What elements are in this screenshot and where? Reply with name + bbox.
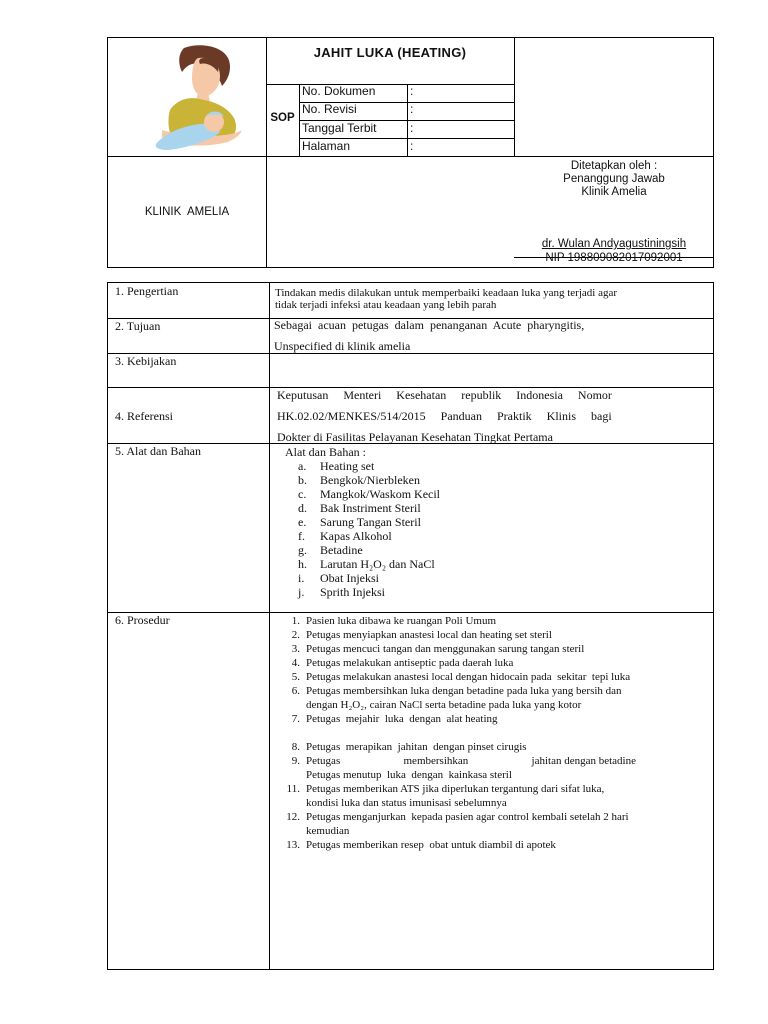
prosedur-step-number: 5. — [291, 671, 300, 683]
prosedur-step-number: 7. — [291, 713, 300, 725]
pengertian-line1: Tindakan medis dilakukan untuk memperbaiki keadaan luka yang terjadi agar — [275, 287, 618, 299]
prosedur-step-number: 12. — [286, 811, 300, 823]
mother-nursing-baby-icon — [148, 44, 248, 152]
referensi-line2: HK.02.02/MENKES/514/2015 Panduan Praktik Klinis bagi — [277, 409, 612, 423]
meta-sep-tanggal-terbit: : — [410, 121, 414, 135]
alat-item-text: Betadine — [320, 543, 363, 557]
referensi-line1: Keputusan Menteri Kesehatan republik Indonesia Nomor — [277, 388, 612, 402]
meta-label-no-revisi: No. Revisi — [302, 102, 357, 116]
tujuan-line2: Unspecified di klinik amelia — [274, 339, 411, 353]
alat-item-text: Bak Instriment Steril — [320, 501, 421, 515]
prosedur-step-number: 8. — [291, 741, 300, 753]
row-label-kebijakan: 3. Kebijakan — [115, 354, 177, 368]
prosedur-step-number: 1. — [291, 615, 300, 627]
alat-item-marker: b. — [298, 473, 307, 487]
referensi-line3: Dokter di Fasilitas Pelayanan Kesehatan Tingkat Pertama — [277, 430, 553, 444]
row-label-prosedur: 6. Prosedur — [115, 613, 170, 627]
alat-item-text: Mangkok/Waskom Kecil — [320, 487, 441, 501]
pengertian-line2: tidak terjadi infeksi atau keadaan yang lebih parah — [275, 299, 497, 311]
alat-item — [298, 459, 374, 473]
prosedur-step-text — [306, 754, 636, 768]
meta-label-tanggal-terbit: Tanggal Terbit — [302, 121, 377, 135]
document-title: JAHIT LUKA (HEATING) — [313, 45, 467, 60]
prosedur-step-number: 4. — [291, 657, 300, 669]
prosedur-step-number: 11. — [286, 783, 300, 795]
prosedur-step-number: 6. — [291, 685, 300, 697]
clinic-name: KLINIK AMELIA — [144, 206, 230, 218]
sop-content-table — [107, 282, 714, 970]
row-label-referensi: 4. Referensi — [115, 409, 173, 423]
alat-item-text: Kapas Alkohol — [320, 529, 392, 543]
alat-item-text: Sarung Tangan Steril — [320, 515, 421, 529]
alat-item-text: Bengkok/Nierbleken — [320, 473, 420, 487]
prosedur-step-text: Petugas merapikan jahitan dengan pinset cirugis — [306, 741, 527, 753]
alat-item-marker: e. — [298, 515, 307, 529]
alat-item — [298, 543, 363, 557]
tujuan-line1: Sebagai acuan petugas dalam penanganan Acute pharyngitis, — [274, 318, 585, 332]
alat-item — [298, 529, 392, 543]
alat-item — [298, 571, 379, 585]
meta-sep-no-revisi: : — [410, 102, 414, 116]
approval-nip: NIP 198809082017092001 — [545, 252, 683, 264]
prosedur-step-text: Petugas memberikan ATS jika diperlukan tergantung dari sifat luka, — [306, 783, 605, 795]
meta-sep-no-dokumen: : — [410, 84, 414, 98]
prosedur-step-text: Petugas menyiapkan anastesi local dan heating set steril — [306, 629, 552, 641]
approval-line3: Klinik Amelia — [581, 186, 647, 198]
approval-signer: dr. Wulan Andyagustiningsih — [541, 238, 687, 250]
prosedur-step-word: Petugas — [306, 755, 341, 767]
prosedur-step-text: Petugas melakukan anastesi local dengan hidocain pada sekitar tepi luka — [306, 671, 631, 683]
prosedur-step-number: 2. — [291, 629, 300, 641]
meta-label-no-dokumen: No. Dokumen — [302, 84, 376, 98]
prosedur-step-number: 3. — [291, 643, 300, 655]
alat-item-marker: f. — [298, 529, 305, 543]
row-label-tujuan: 2. Tujuan — [115, 319, 161, 333]
alat-item-text: Heating set — [320, 459, 375, 473]
approval-line1: Ditetapkan oleh : — [570, 160, 658, 172]
prosedur-step-continuation: kemudian — [306, 825, 350, 837]
row-label-alat: 5. Alat dan Bahan — [115, 444, 201, 458]
approval-block — [514, 160, 714, 199]
alat-item — [298, 515, 421, 529]
sop-label: SOP — [270, 112, 295, 124]
prosedur-step-word: jahitan dengan betadine — [531, 755, 636, 767]
prosedur-step-text: Petugas mejahir luka dengan alat heating — [306, 713, 498, 725]
meta-label-halaman: Halaman — [302, 139, 351, 153]
prosedur-step-word: membersihkan — [403, 755, 469, 767]
alat-item-marker: i. — [298, 571, 305, 585]
alat-item — [298, 487, 440, 501]
meta-sep-halaman: : — [410, 139, 414, 153]
prosedur-step-number: 13. — [286, 839, 300, 851]
prosedur-step-continuation: dengan H₂O₂, cairan NaCl serta betadine pada luka yang kotor — [306, 699, 582, 711]
alat-item-text: Larutan H₂O₂ dan NaCl — [320, 557, 435, 571]
prosedur-step-text: Petugas memberikan resep obat untuk diambil di apotek — [306, 839, 556, 851]
prosedur-step-text: Petugas mencuci tangan dan menggunakan sarung tangan steril — [306, 643, 585, 655]
approval-line2: Penanggung Jawab — [563, 173, 665, 185]
alat-item-marker: g. — [298, 543, 307, 557]
alat-item — [298, 473, 420, 487]
prosedur-step-continuation: kondisi luka dan status imunisasi sebelumnya — [306, 797, 507, 809]
prosedur-step-text: Pasien luka dibawa ke ruangan Poli Umum — [306, 615, 497, 627]
alat-intro: Alat dan Bahan : — [285, 445, 366, 459]
prosedur-step-text: Petugas membersihkan luka dengan betadine pada luka yang bersih dan — [306, 685, 622, 697]
prosedur-step-number: 9. — [291, 755, 300, 767]
header-table — [107, 37, 714, 268]
alat-item — [298, 557, 435, 571]
prosedur-step-continuation: Petugas menutup luka dengan kainkasa steril — [306, 769, 512, 781]
alat-item-text: Obat Injeksi — [320, 571, 379, 585]
prosedur-step-text: Petugas menganjurkan kepada pasien agar control kembali setelah 2 hari — [306, 811, 629, 823]
alat-item-marker: c. — [298, 487, 307, 501]
prosedur-step-text: Petugas melakukan antiseptic pada daerah luka — [306, 657, 514, 669]
row-label-pengertian: 1. Pengertian — [115, 284, 179, 298]
alat-item-marker: h. — [298, 557, 307, 571]
alat-item-text: Sprith Injeksi — [320, 585, 385, 599]
alat-item — [298, 585, 385, 599]
alat-item-marker: d. — [298, 501, 307, 515]
alat-item — [298, 501, 421, 515]
alat-item-marker: a. — [298, 459, 307, 473]
alat-item-marker: j. — [298, 585, 305, 599]
